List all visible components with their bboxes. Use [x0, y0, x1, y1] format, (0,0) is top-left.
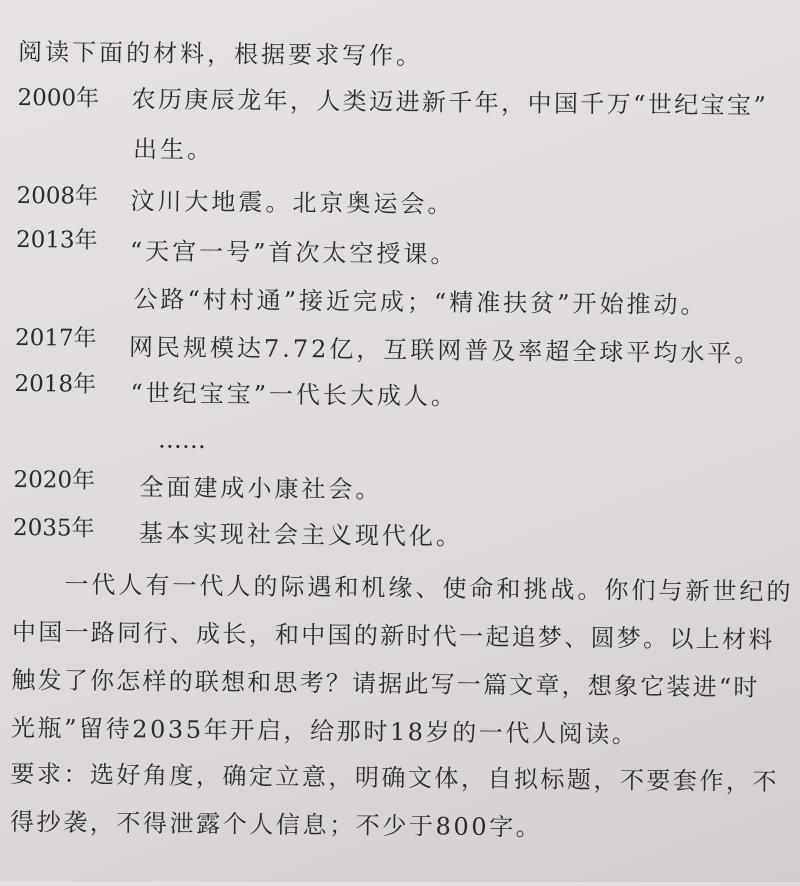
prompt-line-1: 一代人有一代人的际遇和机缘、使命和挑战。你们与新世纪的	[64, 570, 794, 607]
intro-instruction: 阅读下面的材料，根据要求写作。	[17, 37, 424, 71]
timeline-event-2035: 基本实现社会主义现代化。	[138, 519, 464, 551]
requirement-line-1: 要求：选好角度，确定立意，明确文体，自拟标题，不要套作，不	[10, 759, 780, 796]
timeline-event-2013-line1: “天宫一号”首次太空授课。	[129, 237, 458, 269]
timeline-year-2020: 2020年	[13, 466, 96, 494]
timeline-event-2013-line2: 公路“村村通”接近完成；“精准扶贫”开始推动。	[133, 285, 708, 320]
requirement-line-2: 得抄袭，不得泄露个人信息；不少于800字。	[9, 807, 543, 842]
timeline-event-2008: 汶川大地震。北京奥运会。	[130, 187, 455, 219]
timeline-year-2008: 2008年	[16, 182, 99, 210]
timeline-year-2000: 2000年	[17, 84, 100, 112]
timeline-event-2000-line2: 出生。	[132, 135, 215, 165]
timeline-event-2000-line1: 农历庚辰龙年，人类迈进新千年，中国千万“世纪宝宝”	[131, 85, 769, 120]
timeline-event-2020: 全面建成小康社会。	[139, 473, 383, 504]
prompt-line-2: 中国一路同行、成长，和中国的新时代一起追梦、圆梦。以上材料	[11, 617, 775, 654]
timeline-year-2018: 2018年	[14, 370, 97, 398]
timeline-ellipsis: ……	[157, 425, 207, 454]
timeline-year-2017: 2017年	[14, 324, 97, 352]
timeline-year-2013: 2013年	[15, 226, 98, 254]
timeline-event-2017: 网民规模达7.72亿，互联网普及率超全球平均水平。	[128, 333, 762, 368]
prompt-line-3: 触发了你怎样的联想和思考？请据此写一篇文章，想象它装进“时	[11, 665, 760, 702]
timeline-event-2018: “世纪宝宝”一代长大成人。	[130, 379, 459, 411]
timeline-year-2035: 2035年	[12, 514, 95, 542]
prompt-line-4: 光瓶”留待2035年开启，给那时18岁的一代人阅读。	[10, 713, 639, 749]
